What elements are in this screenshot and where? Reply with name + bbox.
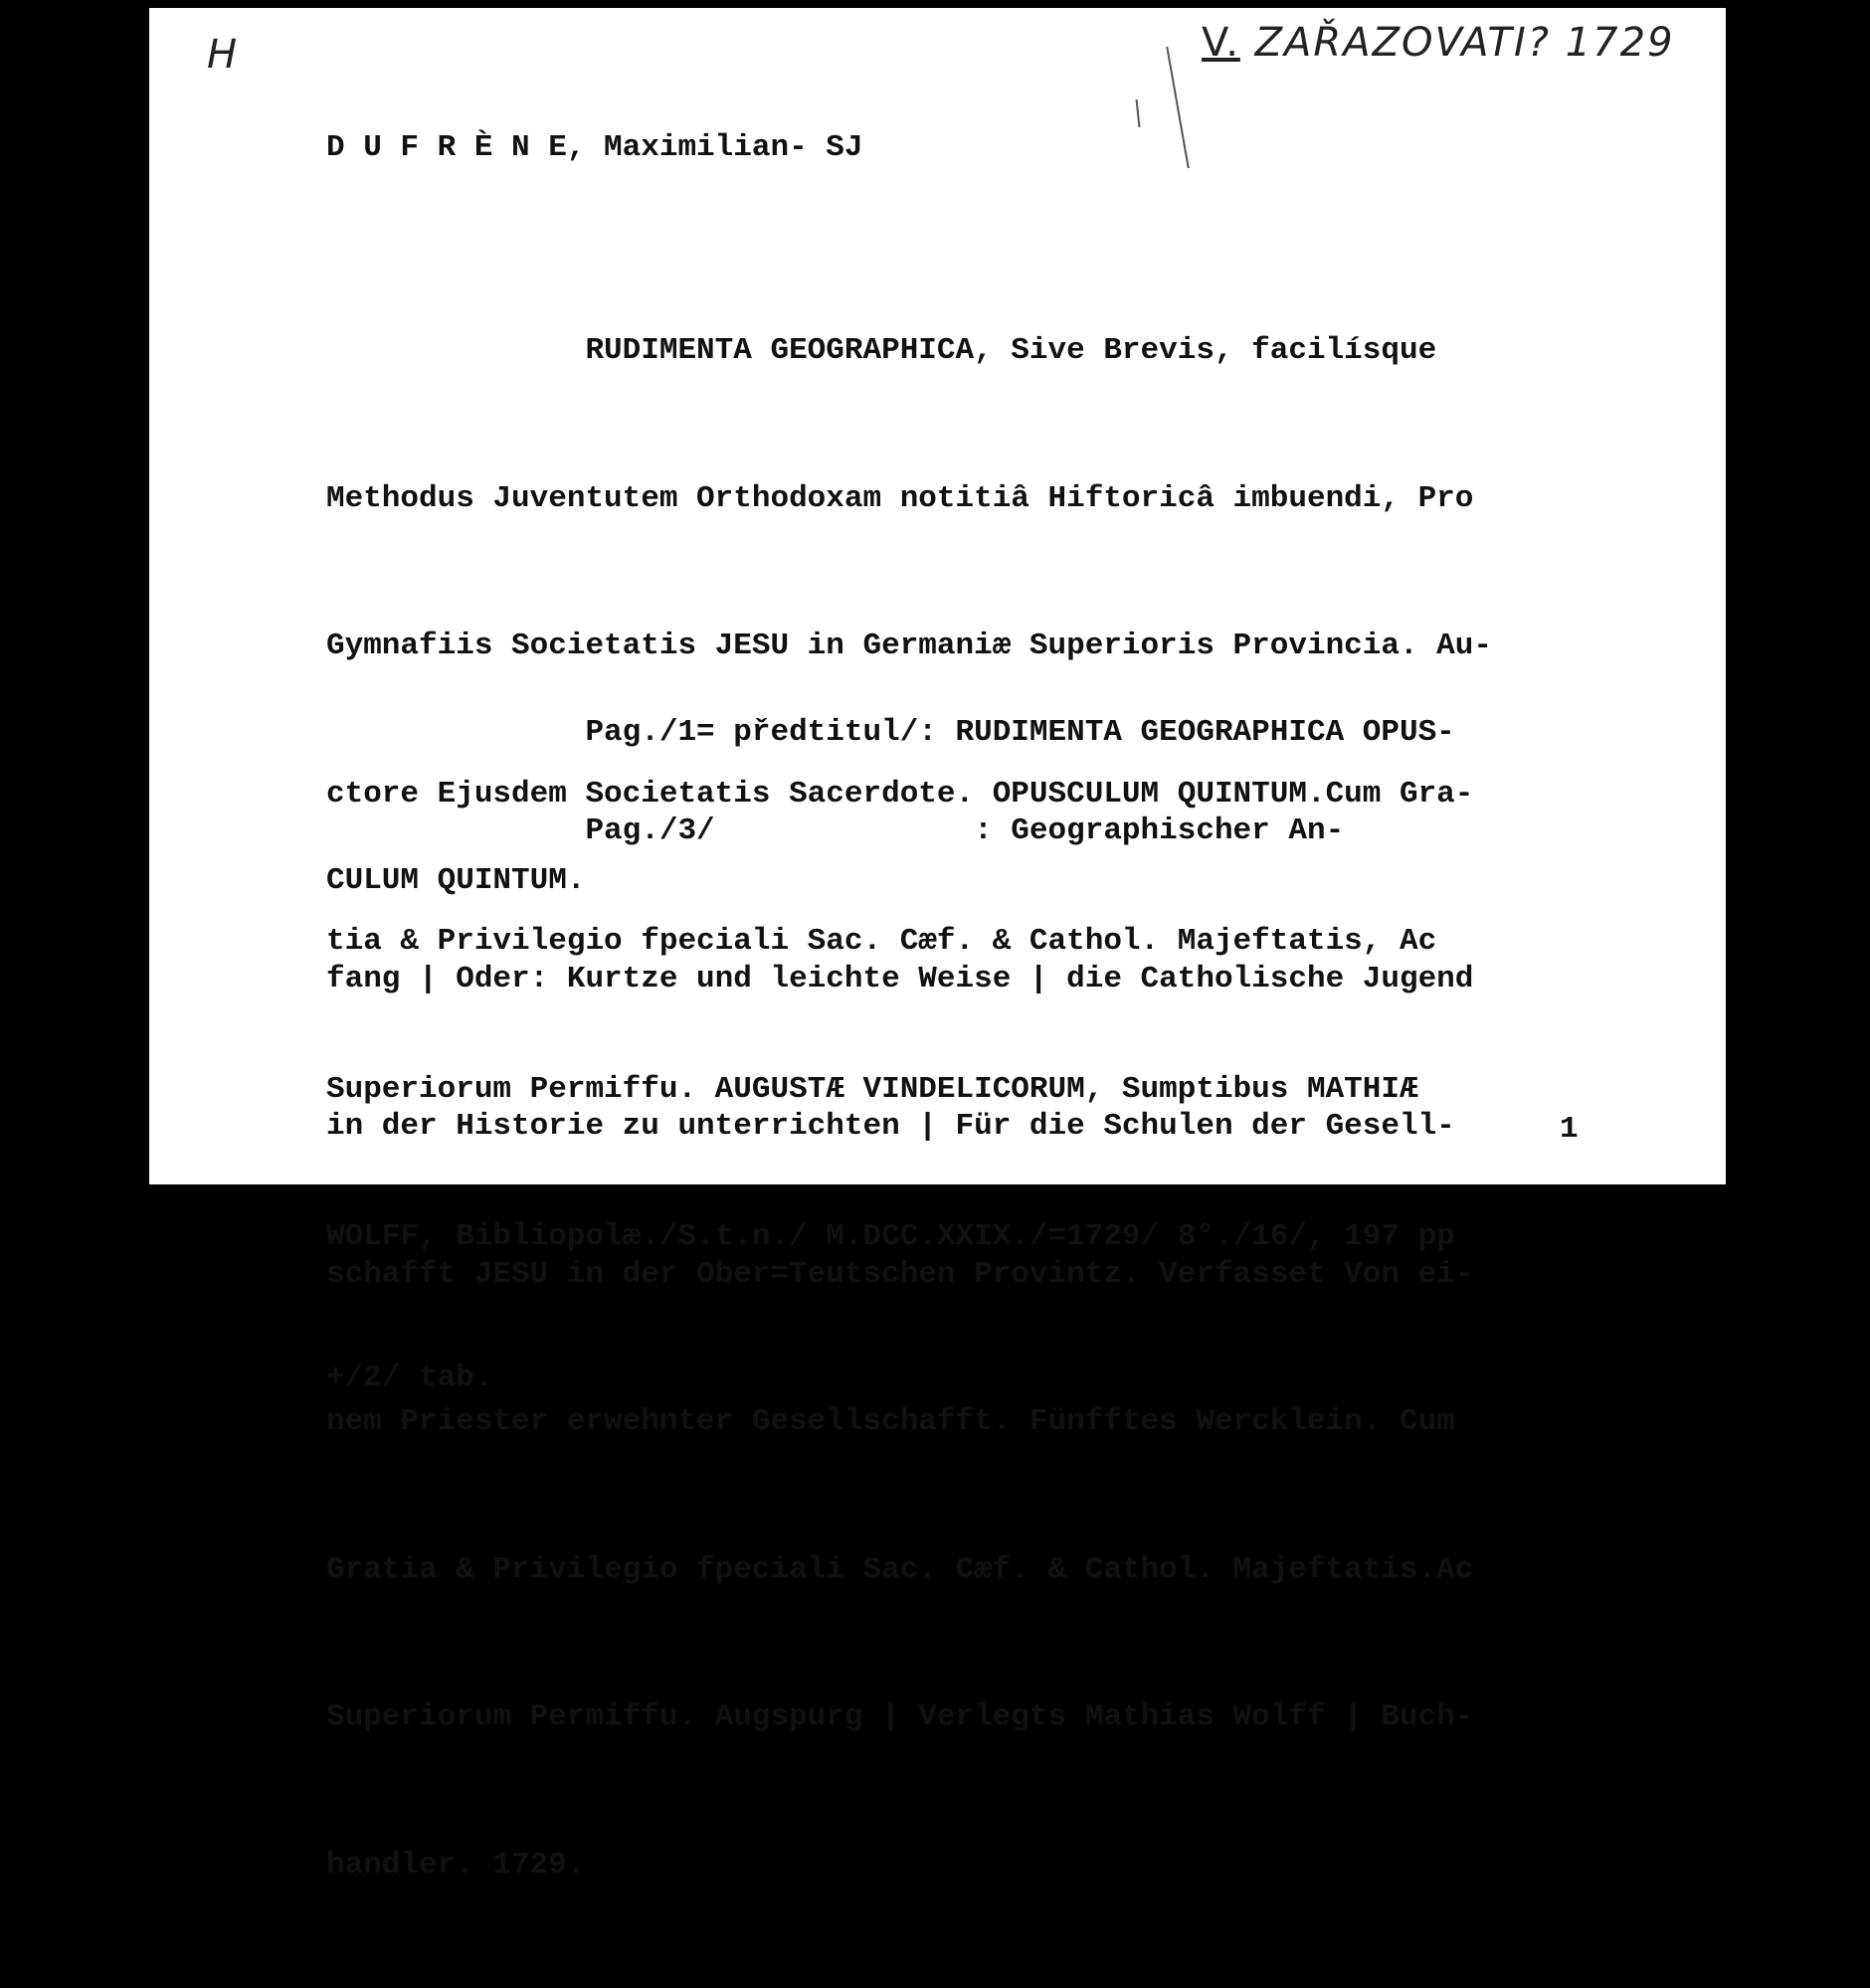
handwritten-note-text: ZAŘAZOVATI? 1729 [1254, 20, 1675, 66]
text-line: Gratia & Privilegio fpeciali Sac. Cæf. & Cathol. Majeftatis.Ac [326, 1551, 1474, 1587]
pencil-stroke [1136, 99, 1141, 127]
handwritten-classification-note [1202, 20, 1675, 66]
text-line: Pag./1= předtitul/: RUDIMENTA GEOGRAPHICA OPUS- [326, 715, 1455, 750]
text-line: tia & Privilegio fpeciali Sac. Cæf. & Cathol. Majeftatis, Ac [326, 924, 1437, 959]
text-line: Gymnafiis Societatis JESU in Germaniæ Superioris Provincia. Au- [326, 629, 1492, 663]
page-number: 1 [1560, 1112, 1579, 1147]
text-line: Superiorum Permiffu. AUGUSTÆ VINDELICORUM, Sumptibus MATHIÆ [326, 1071, 1418, 1107]
text-line: RUDIMENTA GEOGRAPHICA, Sive Brevis, facilísque [326, 333, 1437, 368]
text-line: nem Priester erwehnter Gesellschafft. Fünfftes Wercklein. Cum [326, 1404, 1455, 1439]
text-line: schafft JESU in der Ober=Teutschen Provintz. Verfasset Von ei- [326, 1256, 1474, 1292]
text-line: +/2/ tab. [326, 1359, 493, 1395]
text-line: in der Historie zu unterrichten | Für die Schulen der Gesell- [326, 1109, 1455, 1144]
text-line: CULUM QUINTUM. [326, 862, 586, 898]
german-title-paragraph [326, 708, 1473, 1988]
text-line: handler. 1729. [326, 1847, 586, 1883]
text-line: WOLFF, Bibliopolæ./S.t.n./ M.DCC.XXIX./=1729/ 8°./16/, 197 pp [326, 1219, 1455, 1254]
catalog-card [149, 8, 1726, 1883]
corner-pencil-mark: H [207, 32, 238, 78]
text-line: Methodus Juventutem Orthodoxam notitiâ Hiftoricâ imbuendi, Pro [326, 480, 1474, 516]
handwritten-roman-numeral: V. [1202, 20, 1240, 66]
pencil-stroke [1166, 47, 1190, 168]
author-heading: D U F R È N E, Maximilian- SJ [326, 130, 863, 165]
text-line: Pag./3/ : Geographischer An- [326, 813, 1345, 848]
text-line: ctore Ejusdem Societatis Sacerdote. OPUSCULUM QUINTUM.Cum Gra- [326, 776, 1474, 812]
text-line: fang | Oder: Kurtze und leichte Weise | die Catholische Jugend [326, 961, 1474, 996]
text-line: Superiorum Permiffu. Augspurg | Verlegts Mathias Wolff | Buch- [326, 1700, 1474, 1734]
